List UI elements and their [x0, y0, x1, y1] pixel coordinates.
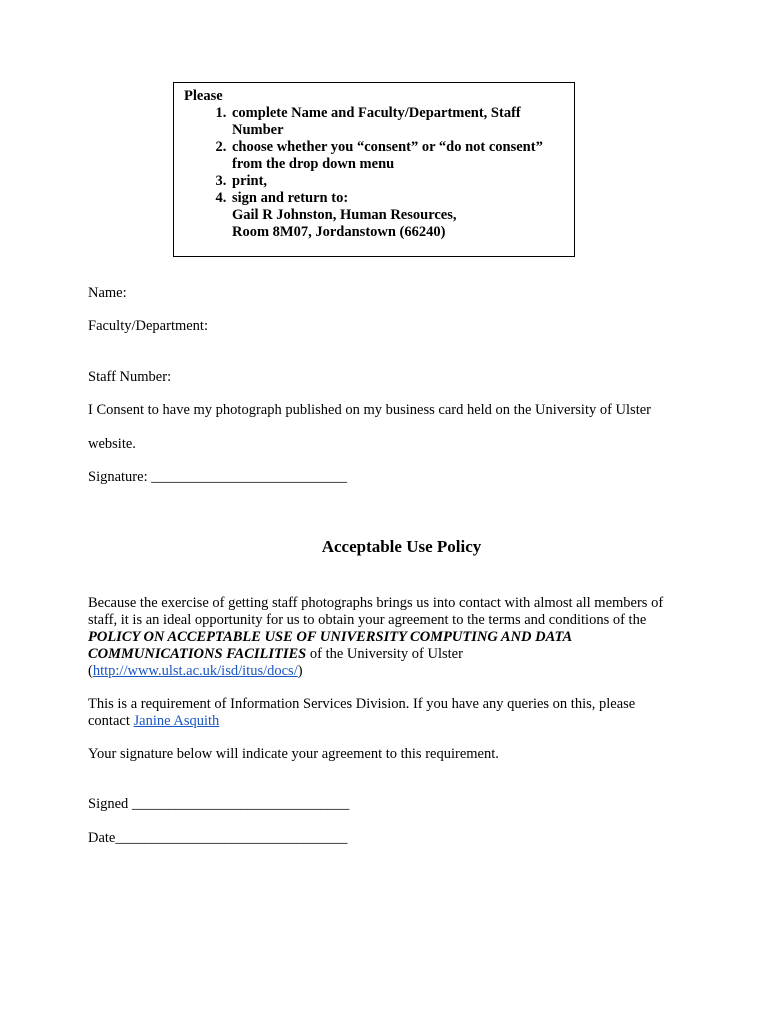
faculty-label: Faculty/Department: — [88, 318, 208, 334]
consent-statement-line-2: website. — [88, 436, 136, 452]
policy-name-line-1: POLICY ON ACCEPTABLE USE OF UNIVERSITY COMPUTING AND DATA — [88, 629, 573, 645]
instructions-heading: Please — [184, 88, 223, 104]
policy-paragraph-1-line-2: staff, it is an ideal opportunity for us to obtain your agreement to the terms and conditions of the — [88, 612, 647, 628]
instruction-step-2: 2. choose whether you “consent” or “do not consent” from the drop down menu — [230, 139, 564, 173]
policy-paragraph-1-line-1: Because the exercise of getting staff photographs brings us into contact with almost all members of — [88, 595, 664, 611]
paren-close: ) — [297, 663, 303, 679]
consent-statement-line-1: I Consent to have my photograph published on my business card held on the University of Ulster — [88, 402, 651, 418]
policy-paragraph-1 — [88, 595, 708, 680]
instruction-step-4-text: sign and return to: — [232, 190, 349, 206]
instruction-step-3: 3. print, — [230, 173, 564, 190]
instructions-box — [173, 82, 575, 257]
contact-prefix: contact — [88, 713, 134, 729]
signature-line: Signature: ___________________________ — [88, 469, 347, 485]
policy-university-suffix: of the University of Ulster — [306, 646, 463, 662]
name-label: Name: — [88, 285, 127, 301]
policy-paragraph-2 — [88, 696, 708, 730]
instruction-step-4 — [230, 190, 564, 241]
staff-number-label: Staff Number: — [88, 369, 172, 385]
contact-link[interactable]: Janine Asquith — [133, 713, 220, 729]
policy-name-line-2: COMMUNICATIONS FACILITIES — [88, 646, 307, 662]
paren-open: ( — [88, 663, 93, 679]
date-line: Date________________________________ — [88, 830, 348, 846]
instruction-step-1: 1. complete Name and Faculty/Department, Staff Number — [230, 105, 564, 139]
signed-line: Signed ______________________________ — [88, 796, 350, 812]
return-name: Gail R Johnston, Human Resources, — [232, 207, 457, 223]
return-room: Room 8M07, Jordanstown (66240) — [232, 224, 446, 240]
policy-title: Acceptable Use Policy — [321, 537, 482, 556]
policy-paragraph-2-line-1: This is a requirement of Information Services Division. If you have any queries on this, please — [88, 696, 636, 712]
policy-paragraph-3: Your signature below will indicate your agreement to this requirement. — [88, 746, 499, 762]
instructions-list — [184, 105, 564, 241]
policy-link[interactable]: http://www.ulst.ac.uk/isd/itus/docs/ — [92, 663, 298, 679]
